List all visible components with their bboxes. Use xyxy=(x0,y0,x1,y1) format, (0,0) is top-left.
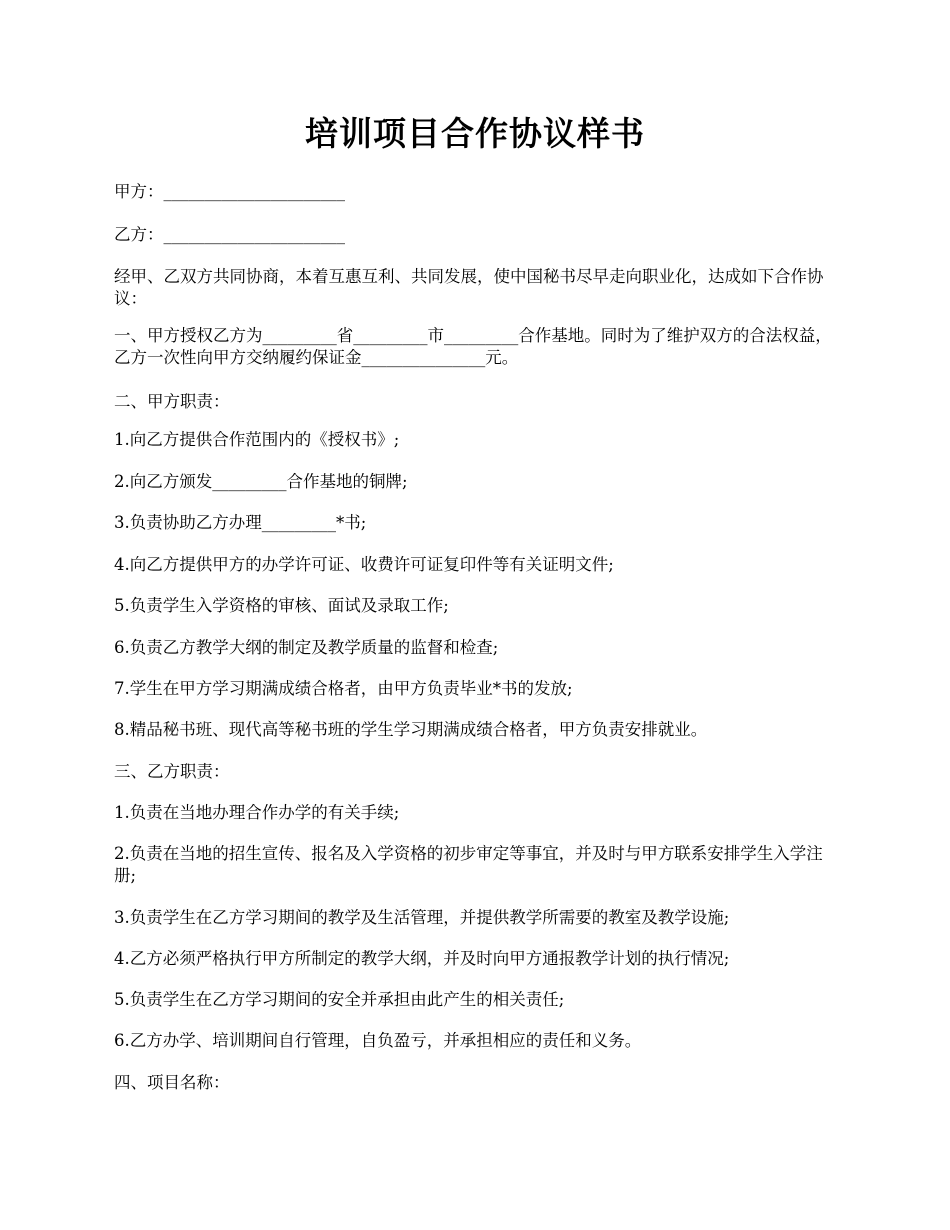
section-3-item: 4.乙方必须严格执行甲方所制定的教学大纲，并及时向甲方通报教学计划的执行情况; xyxy=(114,949,730,968)
document-title: 培训项目合作协议样书 xyxy=(305,114,645,153)
section-3-item: 5.负责学生在乙方学习期间的安全并承担由此产生的相关责任; xyxy=(114,990,565,1009)
section-2-item: 1.向乙方提供合作范围内的《授权书》; xyxy=(114,430,400,449)
intro-paragraph: 经甲、乙双方共同协商，本着互惠互利、共同发展，使中国秘书尽早走向职业化，达成如下合作协议： xyxy=(114,267,824,308)
section-2-item: 8.精品秘书班、现代高等秘书班的学生学习期满成绩合格者，甲方负责安排就业。 xyxy=(114,720,708,739)
section-2-item: 6.负责乙方教学大纲的制定及教学质量的监督和检查; xyxy=(114,638,499,657)
party-a-line: 甲方：______________________ xyxy=(114,182,345,201)
section-2-item: 2.向乙方颁发_________合作基地的铜牌; xyxy=(114,472,408,491)
section-4-heading: 四、项目名称： xyxy=(114,1073,230,1092)
section-3-item: 2.负责在当地的招生宣传、报名及入学资格的初步审定等事宜，并及时与甲方联系安排学生入学注册; xyxy=(114,844,823,885)
section-3-heading: 三、乙方职责： xyxy=(114,762,230,781)
section-2-item: 4.向乙方提供甲方的办学许可证、收费许可证复印件等有关证明文件; xyxy=(114,555,614,574)
section-2-item: 5.负责学生入学资格的审核、面试及录取工作; xyxy=(114,596,449,615)
party-b-line: 乙方：______________________ xyxy=(114,225,345,244)
section-3-item: 1.负责在当地办理合作办学的有关手续; xyxy=(114,803,400,822)
section-2-heading: 二、甲方职责： xyxy=(114,392,230,411)
section-3-item: 3.负责学生在乙方学习期间的教学及生活管理，并提供教学所需要的教室及教学设施; xyxy=(114,908,730,927)
section-3-item: 6.乙方办学、培训期间自行管理，自负盈亏，并承担相应的责任和义务。 xyxy=(114,1031,642,1050)
section-2-item: 7.学生在甲方学习期满成绩合格者，由甲方负责毕业*书的发放; xyxy=(114,679,573,698)
section-1-paragraph: 一、甲方授权乙方为_________省_________市_________合作基地。同时为了维护双方的合法权益，乙方一次性向甲方交纳履约保证金_______________元。 xyxy=(114,326,832,367)
section-2-item: 3.负责协助乙方办理_________*书; xyxy=(114,513,367,532)
